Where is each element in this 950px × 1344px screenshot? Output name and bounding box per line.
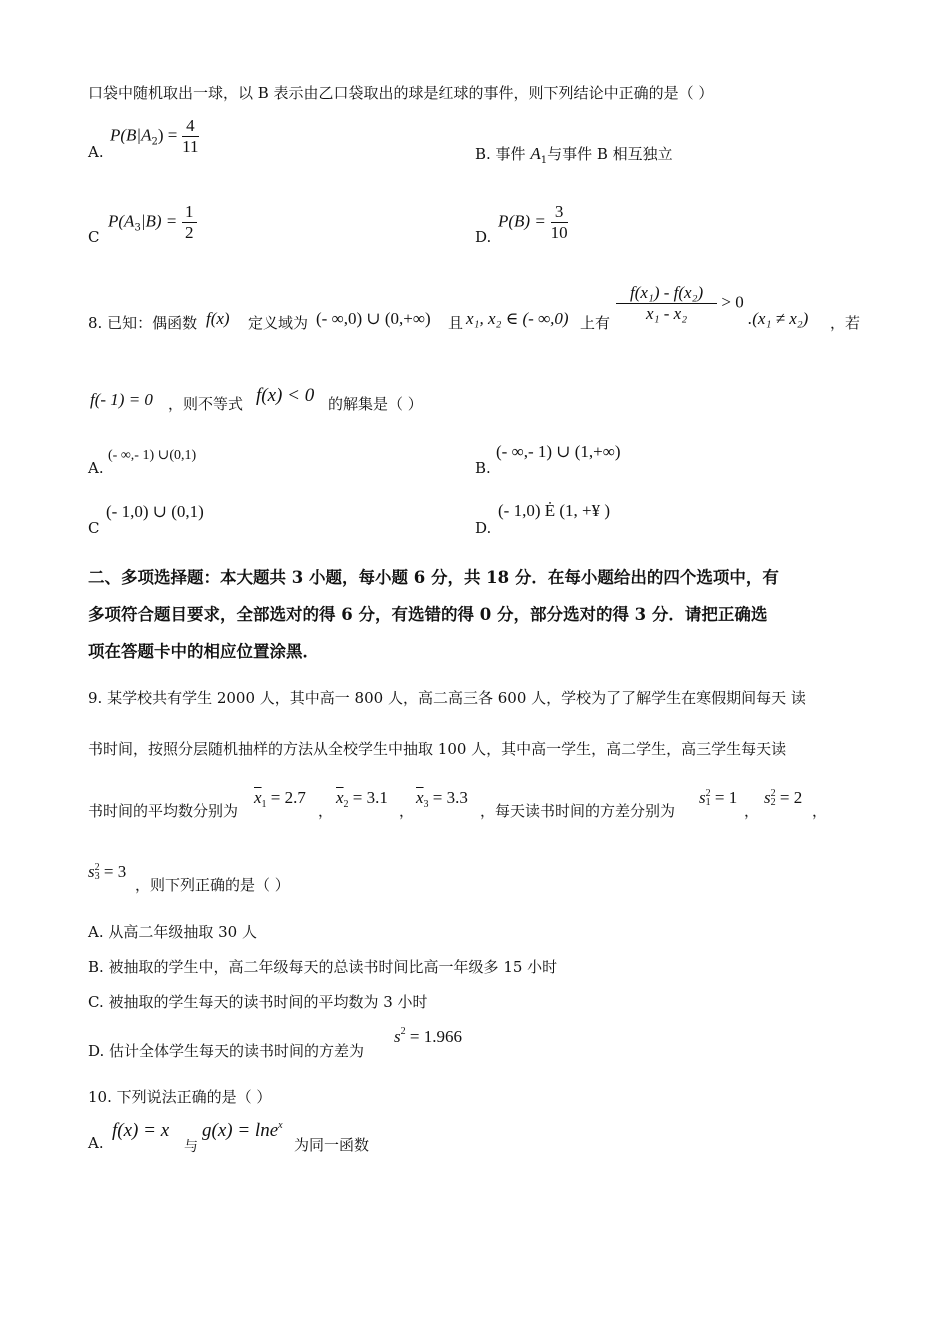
q9-line2: 书时间，按照分层随机抽样的方法从全校学生中抽取 100 人，其中高一学生，高二学生，高三学生每天读 (88, 740, 787, 758)
q9-option-a: A. 从高二年级抽取 30 人 (88, 923, 257, 941)
q7-option-b: B. 事件 $A_1$与事件 B 相互独立 (475, 144, 673, 166)
section2-line2: 多项符合题目要求，全部选对的得 6 分，有选错的得 0 分，部分选对的得 3 分．请把正确选 (88, 605, 768, 624)
q7-a-fraction: $\frac{4}{11}$ (182, 116, 199, 156)
q9-line4: s 2 3 = 3 ，则下列正确的是（ ） (88, 862, 290, 894)
q9-option-d: D. 估计全体学生每天的读书时间的方差为 $s^2 = 1.966$ (88, 1026, 462, 1060)
q7-option-c-formula: $P(A_3|B)$ = $\frac{1}{2}$ (108, 202, 197, 243)
q9-mean-3: $\overline{x}_3 = 3.3$ (416, 788, 468, 810)
q8-option-d-value: (- 1,0) Ė (1, +¥ ) (498, 501, 611, 520)
section2-line1: 二、多项选择题：本大题共 3 小题，每小题 6 分，共 18 分．在每小题给出的四个选项中，有 (88, 568, 779, 587)
q8-stem: 8. 已知：偶函数 f(x) 定义域为 (- ∞,0) ∪ (0,+∞) 且 x₁, x₂ ∈ (- ∞,0) 上有 $\frac{\text{f(x₁) - f(x₂)}}{\text{x₁ - x₂}}$ > 0 .(x₁ ≠ x₂) ，若 (88, 283, 861, 332)
q8-option-c-label: C (88, 519, 100, 537)
q8-option-d-label: D. (475, 519, 492, 537)
q10-stem: 10. 下列说法正确的是（ ） (88, 1088, 272, 1106)
q9-variance-2: s 2 2 = 2 (764, 788, 803, 808)
section2-line3: 项在答题卡中的相应位置涂黑． (88, 642, 319, 661)
q8-option-a-label: A. (88, 459, 104, 477)
q7-option-d-label: D. (475, 228, 492, 246)
q9-mean-2: $\overline{x}_2 = 3.1$ (336, 788, 388, 810)
q9-variance-1: s 2 1 = 1 (699, 788, 738, 808)
q8-option-a-value: (- ∞,- 1) ∪(0,1) (108, 448, 197, 463)
q7-option-d-formula: P(B) = $\frac{3}{10}$ (498, 202, 568, 242)
q8-stem-line2: f(- 1) = 0 ，则不等式 f(x) < 0 的解集是（ ） (90, 385, 423, 413)
q7-option-a-label: A. (88, 143, 104, 161)
q9-variance-3: s 2 3 = 3 (88, 862, 127, 882)
q9-option-c: C. 被抽取的学生每天的读书时间的平均数为 3 小时 (88, 993, 428, 1011)
q9-line3: 书时间的平均数分别为 $\overline{x}_1 = 2.7$ ， $\overline{x}_2 = 3.1$ ， $\overline{x}_3 = 3.3$ ，每天读书时间的方差分别为 s 2 1 = 1 ， s 2 2 = 2 ， (88, 788, 828, 820)
q8-difference-quotient: $\frac{\text{f(x₁) - f(x₂)}}{\text{x₁ - x₂}}$ > 0 (616, 283, 744, 324)
q10-option-a: A. f(x) = x 与 g(x) = lne$^x$ 为同一函数 (88, 1120, 370, 1155)
q7-option-a-formula: $P(B|A_2)$ = $\frac{4}{11}$ (110, 116, 199, 156)
q8-option-c-value: (- 1,0) ∪ (0,1) (106, 502, 204, 521)
q9-line1: 9. 某学校共有学生 2000 人，其中高一 800 人，高二高三各 600 人，学校为了了解学生在寒假期间每天 读 (88, 689, 806, 707)
q7-option-c-label: C (88, 228, 100, 246)
q8-option-b-label: B. (475, 459, 491, 477)
q7-c-fraction: $\frac{1}{2}$ (182, 202, 197, 243)
q7-intro: 口袋中随机取出一球，以 B 表示由乙口袋取出的球是红球的事件，则下列结论中正确的是（ ） (88, 84, 714, 102)
q8-option-b-value: (- ∞,- 1) ∪ (1,+∞) (496, 442, 621, 461)
q7-d-fraction: $\frac{3}{10}$ (550, 202, 568, 242)
q9-option-b: B. 被抽取的学生中，高二年级每天的总读书时间比高一年级多 15 小时 (88, 958, 558, 976)
q9-mean-1: $\overline{x}_1 = 2.7$ (254, 788, 306, 810)
